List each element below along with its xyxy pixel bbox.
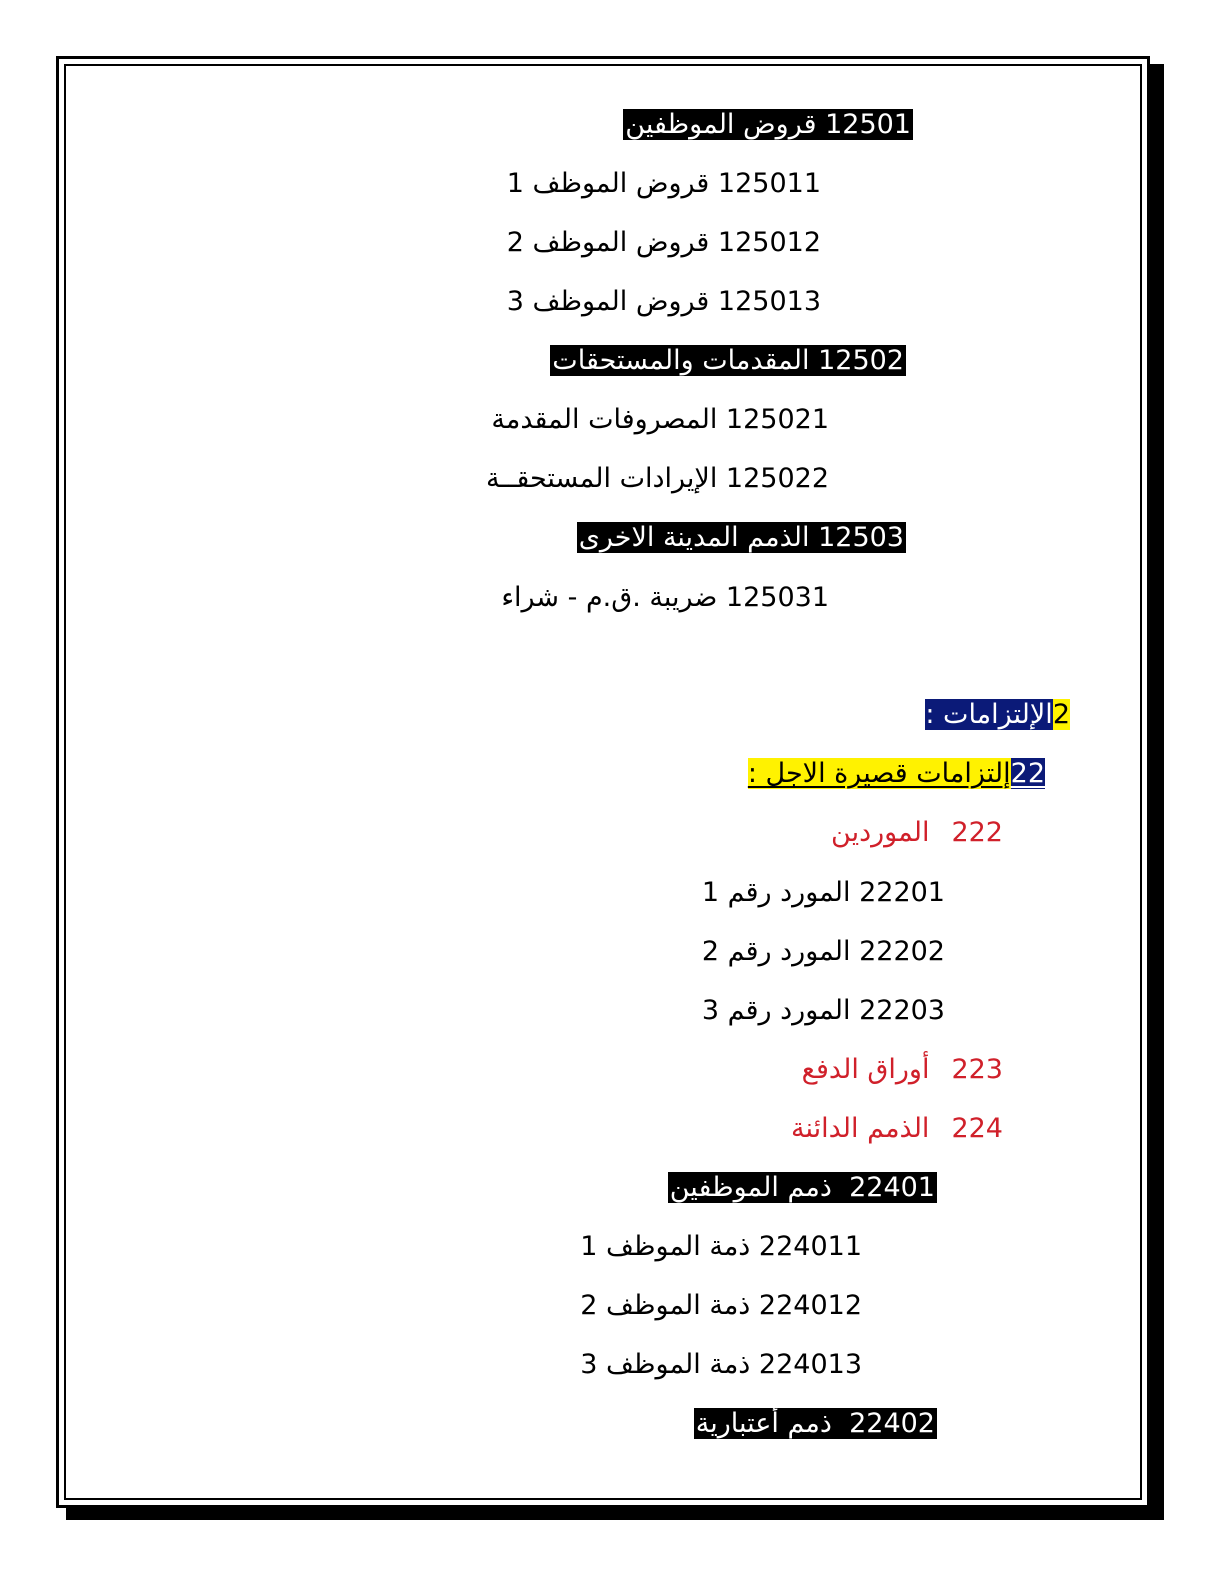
account-label: ذمة الموظف 3 (580, 1349, 751, 1380)
group-line (831, 816, 1003, 850)
account-label: قروض الموظف 1 (506, 168, 710, 199)
account-code: 224011 (758, 1231, 862, 1262)
account-line (580, 1230, 862, 1264)
group-label: أوراق الدفع (801, 1054, 930, 1085)
account-code: 22402 (849, 1408, 935, 1439)
account-label: ذمة الموظف 1 (580, 1231, 751, 1262)
account-code: 22202 (859, 936, 945, 967)
group-code: 222 (951, 817, 1003, 848)
group-line (791, 1112, 1003, 1146)
account-label: المورد رقم 1 (701, 877, 851, 908)
account-label: ذمم الموظفين (669, 1172, 832, 1203)
account-line (486, 462, 829, 496)
account-label: ضريبة .ق.م - شراء (501, 582, 718, 613)
account-code: 12501 (825, 109, 911, 140)
account-code: 12503 (818, 522, 904, 553)
account-line (507, 167, 821, 201)
account-code: 125012 (717, 227, 821, 258)
account-line (580, 1289, 862, 1323)
section-heading-short-term (748, 757, 1045, 791)
account-line (491, 403, 829, 437)
account-label: الإيرادات المستحقــة (486, 463, 718, 494)
account-code: 125021 (725, 404, 829, 435)
account-label: المورد رقم 2 (701, 936, 851, 967)
account-line (507, 285, 821, 319)
account-code: 12502 (818, 345, 904, 376)
account-label: المصروفات المقدمة (491, 404, 718, 435)
account-label: قروض الموظف 3 (506, 286, 710, 317)
section-heading-liabilities (925, 698, 1070, 732)
section-label: إلتزامات قصيرة الاجل : (747, 758, 1011, 789)
account-code: 22401 (849, 1172, 935, 1203)
account-code: 224012 (758, 1290, 862, 1321)
account-heading (668, 1171, 937, 1205)
account-label: المورد رقم 3 (701, 995, 851, 1026)
account-code: 22201 (859, 877, 945, 908)
account-label: ذمة الموظف 2 (580, 1290, 751, 1321)
account-line (580, 1348, 862, 1382)
account-heading (623, 108, 913, 142)
account-line (501, 581, 829, 615)
group-label: الموردين (831, 817, 930, 848)
account-heading (550, 344, 906, 378)
account-label: ذمم أعتبارية (695, 1408, 832, 1439)
group-code: 223 (951, 1054, 1003, 1085)
account-label: قروض الموظف 2 (506, 227, 710, 258)
account-heading (577, 521, 906, 555)
account-heading (694, 1407, 937, 1441)
account-line (702, 935, 945, 969)
account-label: قروض الموظفين (625, 109, 817, 140)
section-code: 2 (1052, 699, 1070, 730)
account-label: المقدمات والمستحقات (552, 345, 810, 376)
account-code: 224013 (758, 1349, 862, 1380)
group-line (802, 1053, 1003, 1087)
account-code: 22203 (859, 995, 945, 1026)
section-label: الإلتزامات : (925, 699, 1053, 730)
group-code: 224 (951, 1113, 1003, 1144)
section-code: 22 (1010, 758, 1045, 789)
account-line (507, 226, 821, 260)
account-code: 125031 (725, 582, 829, 613)
account-code: 125011 (717, 168, 821, 199)
account-line (702, 876, 945, 910)
account-code: 125022 (725, 463, 829, 494)
account-line (702, 994, 945, 1028)
account-label: الذمم المدينة الاخرى (578, 522, 810, 553)
account-code: 125013 (717, 286, 821, 317)
group-label: الذمم الدائنة (790, 1113, 930, 1144)
